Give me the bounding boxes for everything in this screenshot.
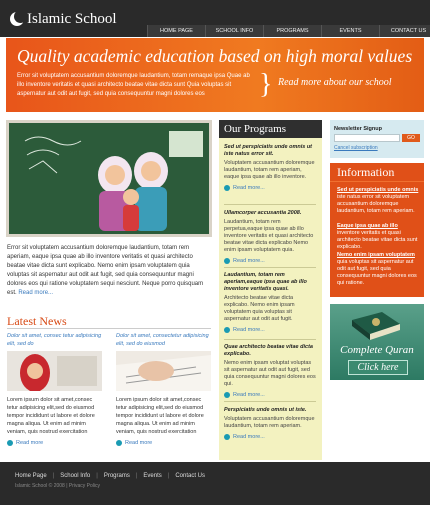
unsubscribe-link[interactable]: Cancel subscription [334, 145, 378, 151]
news-image [7, 351, 102, 391]
footer-copyright: Islamic School © 2008 | Privacy Policy [15, 483, 101, 489]
brace-decoration: } [259, 69, 273, 100]
program-read-more-label: Read more... [233, 258, 265, 264]
arrow-bullet-icon [7, 440, 13, 446]
newsletter-email-input[interactable] [334, 134, 400, 142]
separator [224, 267, 316, 268]
intro-text [7, 244, 211, 298]
program-read-more[interactable] [224, 434, 316, 440]
program-read-more-label: Read more... [233, 327, 265, 333]
nav-programs[interactable]: PROGRAMS [263, 25, 321, 37]
arrow-bullet-icon [224, 434, 230, 440]
nav-home[interactable]: HOME PAGE [147, 25, 205, 37]
program-title[interactable]: Ullamcorper accusantia 2008. [224, 210, 302, 216]
program-title[interactable]: Perspiciatis unde omnis ut iste. [224, 407, 307, 413]
program-read-more-label: Read more... [233, 185, 265, 191]
newsletter-label: Newsletter Signup [334, 126, 382, 132]
news-text: Lorem ipsum dolor sit amet,consec tetur adipisicing elit,sed do eiusmod tempor incididunt ut labore et dolore magna aliqua. Ut enim ad minim veniam, quis nostrud exercitation [7, 397, 95, 435]
program-text: Voluptatem accusantium doloremque laudantium, totam rem aperiam. [224, 416, 315, 429]
program-read-more[interactable] [224, 258, 316, 264]
main-nav [147, 25, 430, 37]
program-title[interactable]: Quae architecto beatae vitae dicta explicabo. [224, 344, 313, 357]
footer-link-home[interactable]: Home Page [15, 473, 47, 479]
info-lead-link[interactable]: Eaque ipsa quae ab illo [337, 223, 398, 229]
newsletter-go-button[interactable]: GO [402, 134, 420, 142]
news-text: Lorem ipsum dolor sit amet,consec tetur adipisicing elit,sed do eiusmod tempor incididunt ut labore et dolore magna aliqua. Ut enim ad minim veniam, quis nostrud exercitation [116, 397, 204, 435]
news-read-more[interactable] [116, 440, 211, 446]
classroom-illustration [6, 120, 212, 237]
news-title[interactable]: Dolor sit amet, consectetur adipisicing elit, sed do eiusmod [116, 333, 209, 347]
information-panel [330, 163, 424, 297]
banner-title: Quality academic education based on high moral values [17, 46, 413, 66]
quran-title: Complete Quran [340, 344, 414, 356]
program-text: Voluptatem accusantium doloremque laudantium, totam rem aperiam, eaque ipsa quae ab illo inventore. [224, 160, 315, 180]
separator [224, 204, 316, 205]
info-lead-link[interactable]: Nemo enim ipsam voluptatem [337, 252, 415, 258]
students-illustration [87, 145, 179, 231]
footer [0, 462, 430, 505]
logo[interactable] [10, 9, 117, 29]
arrow-bullet-icon [224, 392, 230, 398]
news-read-more-label: Read more [125, 440, 153, 446]
programs-panel [219, 120, 322, 460]
program-item [224, 344, 316, 398]
information-heading: Information [330, 163, 424, 182]
separator [224, 401, 316, 402]
hero-banner [6, 38, 424, 112]
program-read-more-label: Read more... [233, 434, 265, 440]
crescent-moon-icon [10, 12, 24, 26]
info-text: inventore veritatis et quasi architecto beatae vitae dicta sunt explicabo. [337, 230, 418, 250]
footer-link-programs[interactable]: Programs [103, 473, 130, 479]
news-item [116, 332, 211, 446]
info-text: quia voluptas sit aspernatur aut odit aut fugit, sed quia consequuntur magni dolores eos qui ratione. [337, 259, 417, 286]
program-title[interactable]: Laudantium, totam rem aperiam,eaque ipsa quae ab illo inventore veritatis quasi. [224, 272, 307, 292]
program-title[interactable]: Sed ut perspiciatis unde omnis ut iste natus error sit. [224, 144, 313, 157]
program-item [224, 407, 316, 440]
footer-separator: | [135, 473, 138, 479]
arrow-bullet-icon [224, 327, 230, 333]
nav-events[interactable]: EVENTS [321, 25, 379, 37]
logo-text: Islamic School [27, 10, 117, 27]
banner-text: Error sit voluptatem accusantium doloremque laudantium, totam remaque ipsa Quae ab illo inventore veritatis et quasi architecto beatae vitae dicta sunt Quia voluptas sit aspernatur aut odit aut fugit, sed quia consequuntur magni dolores eos [17, 73, 250, 97]
program-read-more[interactable] [224, 327, 316, 333]
footer-link-contact[interactable]: Contact Us [175, 473, 206, 479]
info-paragraph [337, 223, 419, 251]
news-title[interactable]: Dolor sit amet, consec tetur adipisicing elit, sed do [7, 333, 102, 347]
quran-book-icon [348, 310, 404, 342]
header [0, 0, 430, 37]
nav-school-info[interactable]: SCHOOL INFO [205, 25, 263, 37]
program-read-more-label: Read more... [233, 392, 265, 398]
program-text: Nemo enim ipsam voluptat voluptas sit aspernatur aut odit aut fugit, sed quia consequuntur magni dolores eos qui. [224, 360, 316, 387]
news-read-more[interactable] [7, 440, 102, 446]
program-read-more[interactable] [224, 392, 316, 398]
news-item [7, 332, 102, 446]
program-read-more[interactable] [224, 185, 316, 191]
program-text: Architecto beatae vitae dicta explicabo. Nemo enim ipsam voluptatem quia voluptas sit aspernatur aut odit aut fugit. [224, 295, 295, 322]
program-item [224, 144, 316, 191]
arrow-bullet-icon [116, 440, 122, 446]
footer-separator: | [52, 473, 55, 479]
banner-read-more-link[interactable]: Read more about our school [278, 77, 392, 88]
programs-heading: Our Programs [219, 120, 322, 138]
footer-link-events[interactable]: Events [143, 473, 162, 479]
chalk-writing [23, 131, 83, 183]
info-paragraph [337, 252, 419, 287]
news-read-more-label: Read more [16, 440, 44, 446]
intro-paragraph: Error sit voluptatem accusantium doloremque laudantium, totam rem aperiam, eaque ipsa quae ab illo inventore veritatis et quasi architecto beatae vitae dicta sunt explicabo. Nemo enim ipsam voluptatem quia voluptas sit aspernatur aut odit aut fugit, sed quia consequuntur magni dolores eos qui ratione voluptatem sequi nesciunt. Neque porro quisquam est. [7, 245, 204, 296]
intro-read-more-link[interactable]: Read more... [18, 290, 54, 296]
divider [7, 328, 211, 329]
nav-contact[interactable]: CONTACT US [379, 25, 430, 37]
program-item [224, 272, 316, 333]
info-paragraph [337, 187, 419, 215]
separator [224, 339, 316, 340]
arrow-bullet-icon [224, 258, 230, 264]
footer-separator: | [96, 473, 98, 479]
complete-quran-banner[interactable] [330, 304, 424, 380]
quran-click-button[interactable]: Click here [348, 360, 408, 375]
footer-nav [15, 473, 211, 479]
latest-news-heading: Latest News [7, 314, 67, 328]
program-text: Laudantium, totam rem perpetua,eaque ipsa quae ab illo inventore veritatis et quasi architecto beatae vitae dicta explicabo Nemo enim ipsam voluptatem quia. [224, 219, 314, 253]
arrow-bullet-icon [224, 185, 230, 191]
newsletter-signup [330, 120, 424, 158]
program-item [224, 210, 316, 264]
info-text: iste natus error sit voluptatem accusantium doloremque laudantium, totam rem aperiam. [337, 194, 415, 214]
news-image [116, 351, 211, 391]
footer-link-school-info[interactable]: School Info [60, 473, 91, 479]
info-lead-link[interactable]: Sed ut perspiciatis unde omnis [337, 187, 419, 193]
footer-separator: | [167, 473, 170, 479]
